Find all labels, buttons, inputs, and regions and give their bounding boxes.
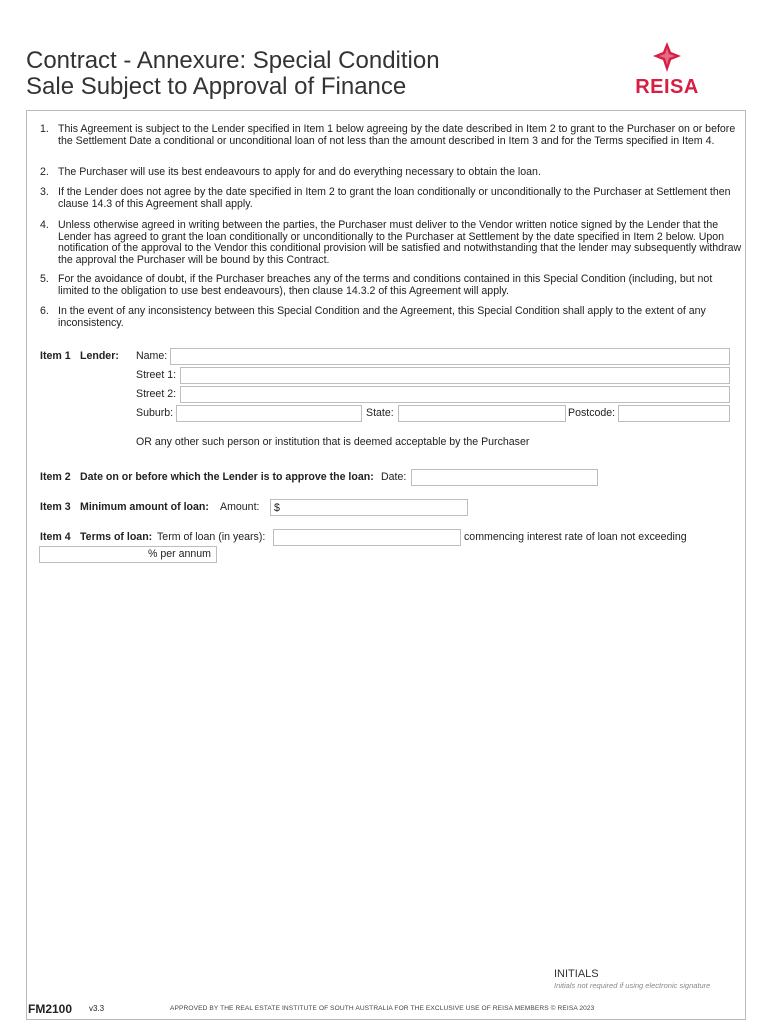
form-version: v3.3 (89, 1004, 105, 1013)
street2-label: Street 2: (136, 388, 177, 400)
postcode-label: Postcode: (568, 407, 616, 419)
title-line-2: Sale Subject to Approval of Finance (26, 73, 407, 100)
clause-text: For the avoidance of doubt, if the Purchaser breaches any of the terms and conditions contained in this Special Condition (including, but not limited to the obligation to use best endeavours), then clause 14.3.2 of this Agreement will apply. (58, 273, 713, 297)
item3-heading: Item 3 (40, 501, 71, 513)
item4-heading: Item 4 (40, 531, 71, 543)
lender-label: Lender: (80, 350, 119, 362)
name-label: Name: (136, 350, 168, 362)
clause-text: Unless otherwise agreed in writing between the parties, the Purchaser must deliver to the Vendor written notice signed by the Lender that the Lender has agreed to grant the loan conditionally or unconditionally to the Purchaser at Settlement by the date specified in Item 2 below. Upon notification of the approval to the Vendor this conditional provision will be satisfied and notwithstanding that the lender may subsequently withdraw the approval the Purchaser will be bound by this Contract. (58, 219, 742, 266)
item1-heading: Item 1 (40, 350, 71, 362)
state-label: State: (366, 407, 394, 419)
clause-number: 3. (40, 186, 49, 198)
clause-text: In the event of any inconsistency between this Special Condition and the Agreement, this Special Condition shall apply to the extent of any inconsistency. (58, 305, 706, 329)
diamond-logo-icon (626, 40, 708, 76)
street1-input[interactable] (180, 367, 730, 384)
amount-label: Amount: (220, 501, 260, 513)
term-years-label: Term of loan (in years): (157, 531, 266, 543)
lender-name-input[interactable] (170, 348, 730, 365)
state-input[interactable] (398, 405, 566, 422)
minimum-loan-label: Minimum amount of loan: (80, 501, 209, 513)
loan-terms-label: Terms of loan: (80, 531, 153, 543)
clause-text: The Purchaser will use its best endeavours to apply for and do everything necessary to obtain the loan. (58, 166, 541, 178)
street1-label: Street 1: (136, 369, 177, 381)
interest-rate-label: commencing interest rate of loan not exceeding (464, 531, 687, 543)
approval-date-label: Date on or before which the Lender is to approve the loan: (80, 471, 374, 483)
clause-number: 1. (40, 123, 49, 135)
item2-heading: Item 2 (40, 471, 71, 483)
initials-note: Initials not required if using electronic signature (554, 981, 711, 990)
postcode-input[interactable] (618, 405, 730, 422)
approval-date-input[interactable] (411, 469, 598, 486)
or-other-lender-note: OR any other such person or institution that is deemed acceptable by the Purchaser (136, 436, 530, 448)
loan-amount-input[interactable] (270, 499, 468, 516)
clause-text: This Agreement is subject to the Lender specified in Item 1 below agreeing by the date described in Item 2 to grant to the Purchaser on or before the Settlement Date a conditional or unconditional loan of not less than the amount described in Item 3 and for the Terms specified in Item 4. (58, 123, 736, 147)
clause-number: 6. (40, 305, 49, 317)
clause-text: If the Lender does not agree by the date specified in Item 2 to grant the loan conditionally or unconditionally to the Purchaser at Settlement then clause 14.3 of this Agreement shall apply. (58, 186, 731, 210)
title-line-1: Contract - Annexure: Special Condition (26, 47, 440, 74)
initials-label: INITIALS (554, 968, 599, 980)
logo-text: REISA (635, 76, 699, 98)
suburb-input[interactable] (176, 405, 362, 422)
approval-notice: APPROVED BY THE REAL ESTATE INSTITUTE OF SOUTH AUSTRALIA FOR THE EXCLUSIVE USE OF REISA MEMBERS © REISA 2023 (170, 1005, 595, 1012)
page-title (26, 48, 440, 100)
term-years-input[interactable] (273, 529, 461, 546)
clause-number: 5. (40, 273, 49, 285)
reisa-logo (626, 40, 708, 96)
clause-number: 4. (40, 219, 49, 231)
per-annum-label: % per annum (148, 548, 212, 560)
date-label: Date: (381, 471, 407, 483)
suburb-label: Suburb: (136, 407, 174, 419)
clause-number: 2. (40, 166, 49, 178)
street2-input[interactable] (180, 386, 730, 403)
form-code: FM2100 (28, 1002, 73, 1016)
